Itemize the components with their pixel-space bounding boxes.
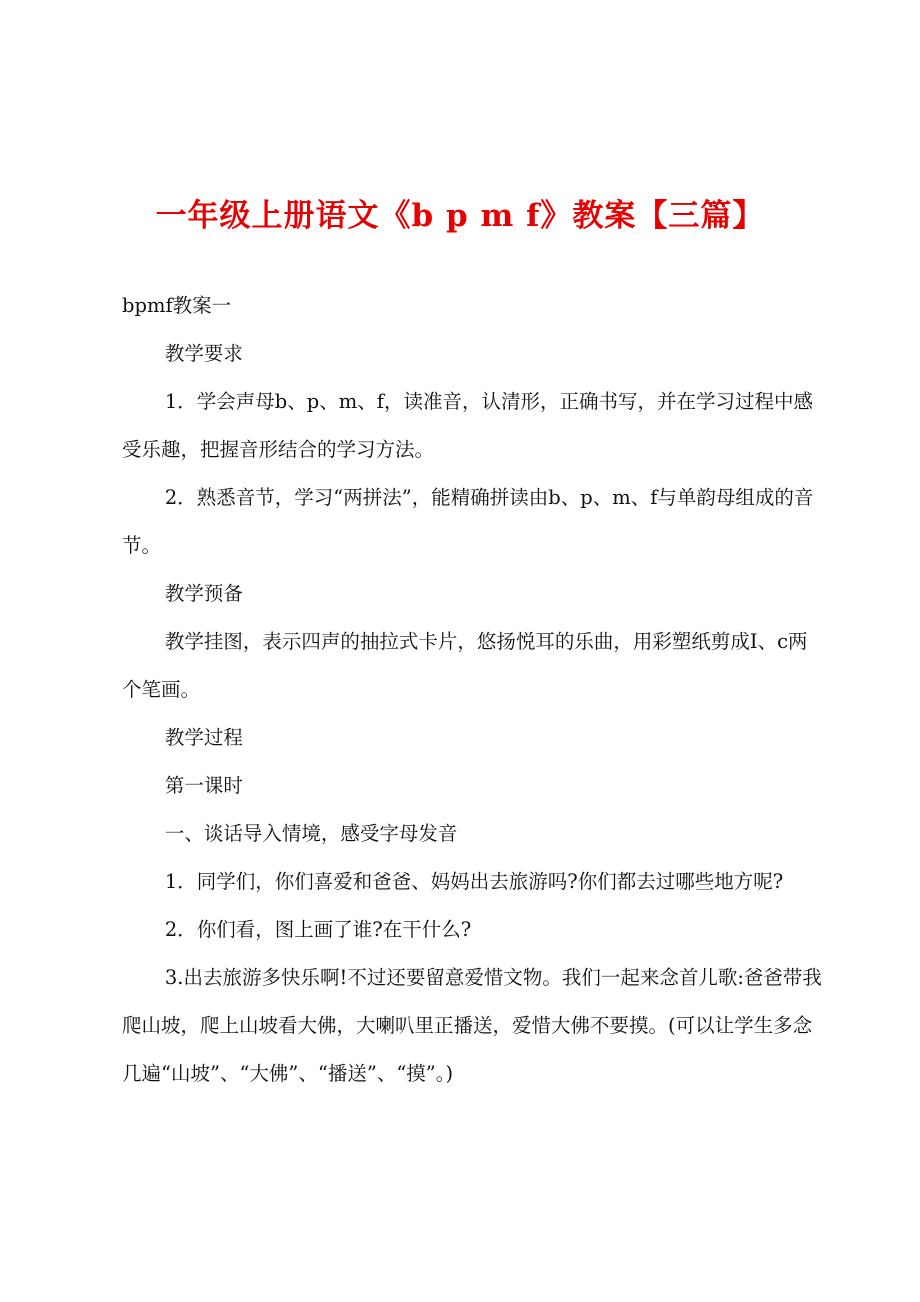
paragraph: 教学要求 bbox=[164, 342, 243, 365]
paragraph: 2．你们看，图上画了谁?在干什么? bbox=[164, 918, 472, 941]
paragraph: 1．同学们，你们喜爱和爸爸、妈妈出去旅游吗?你们都去过哪些地方呢? bbox=[164, 870, 784, 893]
document-body bbox=[122, 282, 822, 1098]
paragraph: 教学预备 bbox=[164, 582, 243, 605]
paragraph: bpmf教案一 bbox=[122, 294, 232, 317]
paragraph: 1．学会声母b、p、m、f，读准音，认清形，正确书写，并在学习过程中感受乐趣，把握音形结合的学习方法。 bbox=[122, 390, 813, 461]
paragraph: 2．熟悉音节，学习“两拼法”，能精确拼读由b、p、m、f与单韵母组成的音节。 bbox=[122, 486, 814, 557]
paragraph: 一、谈话导入情境，感受字母发音 bbox=[164, 822, 458, 845]
paragraph: 第一课时 bbox=[164, 774, 243, 797]
paragraph: 教学过程 bbox=[164, 726, 243, 749]
paragraph: 3.出去旅游多快乐啊!不过还要留意爱惜文物。我们一起来念首儿歌:爸爸带我爬山坡，爬上山坡看大佛，大喇叭里正播送，爱惜大佛不要摸。(可以让学生多念几遍“山坡”、“大佛”、“播送”、“摸”。) bbox=[122, 966, 822, 1085]
document-title: 一年级上册语文《b p m f》教案【三篇】 bbox=[155, 198, 765, 234]
paragraph: 教学挂图，表示四声的抽拉式卡片，悠扬悦耳的乐曲，用彩塑纸剪成I、c两个笔画。 bbox=[122, 630, 808, 701]
